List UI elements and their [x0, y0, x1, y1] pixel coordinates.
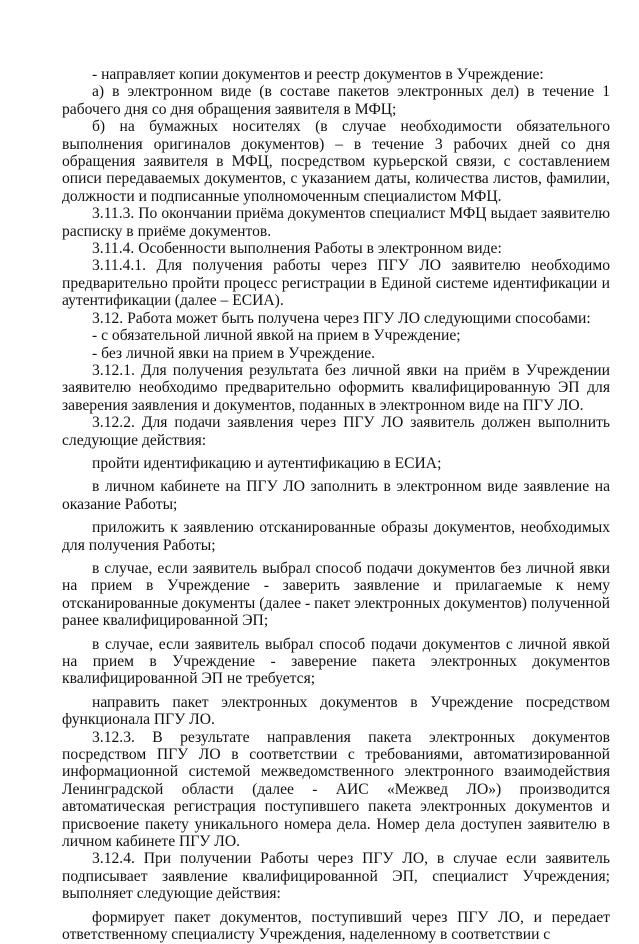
- paragraph-16: направить пакет электронных документов в Учреждение посредством функционала ПГУ ЛО.: [62, 693, 610, 729]
- paragraph-18: 3.12.4. При получении Работы через ПГУ ЛО, в случае если заявитель подписывает заявление квалифицированной ЭП, специалист Учреждения; выполняет следующие действия:: [62, 850, 610, 903]
- paragraph-11: пройти идентификацию и аутентификацию в ЕСИА;: [92, 454, 442, 472]
- paragraph-6: 3.12. Работа может быть получена через ПГУ ЛО следующими способами:: [92, 309, 591, 327]
- paragraph-9: 3.12.1. Для получения результата без личной явки на приём в Учреждении заявителю необходимо предварительно оформить квалифицированную ЭП для заверения заявления и документов, поданных в электронном виде на ПГУ ЛО.: [62, 361, 610, 414]
- paragraph-19: формирует пакет документов, поступивший через ПГУ ЛО, и передает ответственному специалисту Учреждения, наделенному в соответствии с: [62, 908, 610, 944]
- paragraph-10: 3.12.2. Для подачи заявления через ПГУ ЛО заявитель должен выполнить следующие действия:: [62, 414, 610, 449]
- paragraph-1: а) в электронном виде (в составе пакетов электронных дел) в течение 1 рабочего дня со дня обращения заявителя в МФЦ;: [62, 83, 610, 118]
- paragraph-3: 3.11.3. По окончании приёма документов специалист МФЦ выдает заявителю расписку в приёме документов.: [62, 205, 610, 240]
- paragraph-15: в случае, если заявитель выбрал способ подачи документов с личной явкой на прием в Учреждение - заверение пакета электронных документов квалифицированной ЭП не требуется;: [62, 635, 610, 688]
- document-page: [62, 66, 610, 944]
- paragraph-4: 3.11.4. Особенности выполнения Работы в электронном виде:: [92, 240, 502, 258]
- paragraph-8: - без личной явки на прием в Учреждение.: [92, 344, 376, 362]
- paragraph-14: в случае, если заявитель выбрал способ подачи документов без личной явки на прием в Учреждение - заверить заявление и прилагаемые к нему отсканированные документы (далее - пакет электронных документов) полученной ранее квалифицированной ЭП;: [62, 559, 610, 630]
- paragraph-12: в личном кабинете на ПГУ ЛО заполнить в электронном виде заявление на оказание Работы;: [62, 478, 610, 513]
- paragraph-2: б) на бумажных носителях (в случае необходимости обязательного выполнения оригиналов документов) – в течение 3 рабочих дней со дня обращения заявителя в МФЦ, посредством курьерской связи, с составлением описи передаваемых документов, с указанием даты, количества листов, фамилии, должности и подписанные уполномоченным специалистом МФЦ.: [62, 118, 610, 205]
- paragraph-0: - направляет копии документов и реестр документов в Учреждение:: [92, 66, 544, 83]
- paragraph-13: приложить к заявлению отсканированные образы документов, необходимых для получения Работы;: [62, 519, 610, 554]
- paragraph-5: 3.11.4.1. Для получения работы через ПГУ ЛО заявителю необходимо предварительно пройти процесс регистрации в Единой системе идентификации и аутентификации (далее – ЕСИА).: [62, 257, 610, 310]
- paragraph-7: - с обязательной личной явкой на прием в Учреждение;: [92, 327, 461, 345]
- paragraph-17: 3.12.3. В результате направления пакета электронных документов посредством ПГУ ЛО в соответствии с требованиями, автоматизированной информационной системой межведомственного электронного взаимодействия Ленинградской области (далее - АИС «Межвед ЛО») производится автоматическая регистрация поступившего пакета электронных документов и присвоение пакету уникального номера дела. Номер дела доступен заявителю в личном кабинете ПГУ ЛО.: [62, 728, 610, 851]
